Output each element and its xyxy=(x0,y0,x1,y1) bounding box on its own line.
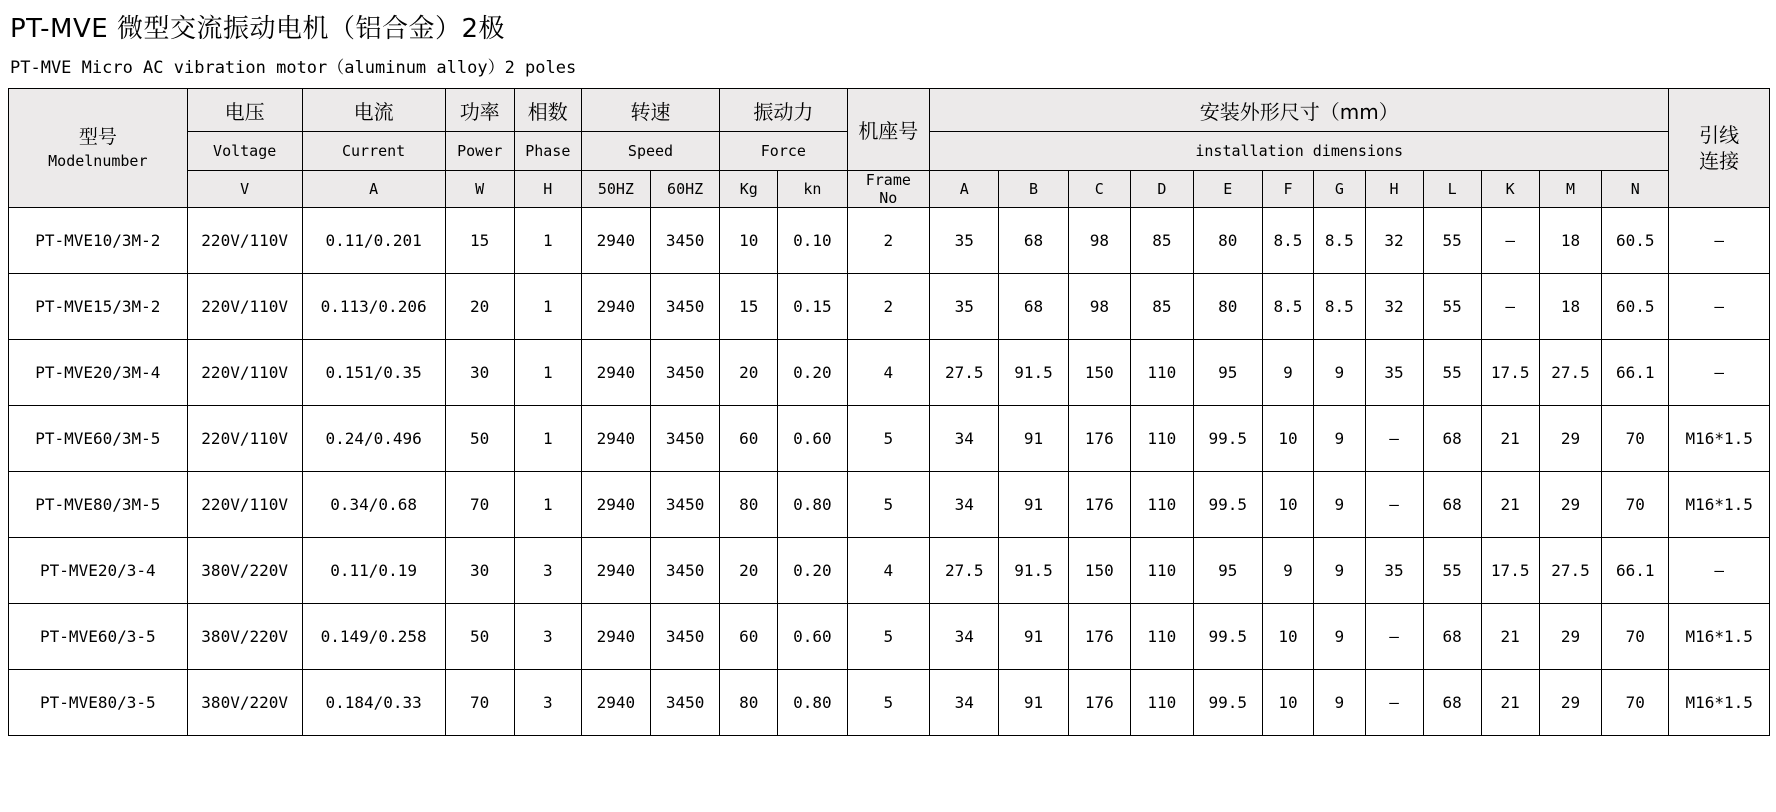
table-header xyxy=(9,89,1770,208)
cell-dim-g: 8.5 xyxy=(1314,208,1365,274)
header-force-kg: Kg xyxy=(720,171,778,208)
cell-dim-h: – xyxy=(1365,406,1423,472)
cell-force-kn: 0.60 xyxy=(778,604,847,670)
header-dim-e: E xyxy=(1193,171,1262,208)
cell-dim-g: 9 xyxy=(1314,472,1365,538)
header-dim-c: C xyxy=(1068,171,1131,208)
cell-force-kg: 60 xyxy=(720,604,778,670)
cell-dim-n: 60.5 xyxy=(1602,208,1669,274)
header-current-en: Current xyxy=(302,132,445,171)
cell-current: 0.149/0.258 xyxy=(302,604,445,670)
cell-dim-f: 9 xyxy=(1262,340,1313,406)
cell-model: PT-MVE60/3M-5 xyxy=(9,406,188,472)
cell-frame: 5 xyxy=(847,604,930,670)
cell-dim-d: 110 xyxy=(1131,670,1194,736)
cell-lead: – xyxy=(1669,208,1770,274)
header-force-en: Force xyxy=(720,132,847,171)
cell-current: 0.11/0.201 xyxy=(302,208,445,274)
cell-dim-k: – xyxy=(1481,274,1539,340)
cell-force-kg: 15 xyxy=(720,274,778,340)
cell-voltage: 220V/110V xyxy=(187,472,302,538)
cell-dim-n: 66.1 xyxy=(1602,538,1669,604)
cell-dim-b: 91 xyxy=(999,406,1068,472)
page-title-cn: PT-MVE 微型交流振动电机（铝合金）2极 xyxy=(10,14,506,44)
cell-model: PT-MVE20/3-4 xyxy=(9,538,188,604)
cell-voltage: 220V/110V xyxy=(187,406,302,472)
cell-dim-d: 110 xyxy=(1131,472,1194,538)
cell-speed60: 3450 xyxy=(651,274,720,340)
cell-dim-h: 35 xyxy=(1365,538,1423,604)
header-frame-cn: 机座号 xyxy=(858,119,919,143)
cell-speed60: 3450 xyxy=(651,670,720,736)
cell-model: PT-MVE20/3M-4 xyxy=(9,340,188,406)
cell-lead: M16*1.5 xyxy=(1669,604,1770,670)
cell-dim-d: 85 xyxy=(1131,274,1194,340)
cell-dim-g: 9 xyxy=(1314,604,1365,670)
header-voltage-en: Voltage xyxy=(187,132,302,171)
cell-current: 0.113/0.206 xyxy=(302,274,445,340)
header-speed-cn: 转速 xyxy=(581,89,719,132)
cell-dim-m: 29 xyxy=(1539,604,1602,670)
cell-power: 30 xyxy=(445,538,514,604)
cell-current: 0.34/0.68 xyxy=(302,472,445,538)
cell-dim-l: 55 xyxy=(1423,340,1481,406)
header-phase-cn: 相数 xyxy=(514,89,581,132)
header-dim-k: K xyxy=(1481,171,1539,208)
cell-dim-e: 95 xyxy=(1193,538,1262,604)
header-power-cn: 功率 xyxy=(445,89,514,132)
cell-dim-n: 66.1 xyxy=(1602,340,1669,406)
cell-power: 15 xyxy=(445,208,514,274)
cell-model: PT-MVE15/3M-2 xyxy=(9,274,188,340)
cell-dim-b: 68 xyxy=(999,208,1068,274)
header-dim-a: A xyxy=(930,171,999,208)
table-row xyxy=(9,340,1770,406)
header-lead xyxy=(1669,89,1770,208)
header-speed-en: Speed xyxy=(581,132,719,171)
cell-phase: 3 xyxy=(514,604,581,670)
header-current-cn: 电流 xyxy=(302,89,445,132)
cell-lead: – xyxy=(1669,538,1770,604)
header-frame-en xyxy=(847,171,930,208)
header-model-cn: 型号 xyxy=(78,126,117,149)
page-title-en: PT-MVE Micro AC vibration motor（aluminum alloy）2 poles xyxy=(10,58,577,78)
cell-force-kg: 20 xyxy=(720,340,778,406)
cell-model: PT-MVE10/3M-2 xyxy=(9,208,188,274)
cell-dim-e: 99.5 xyxy=(1193,670,1262,736)
cell-speed50: 2940 xyxy=(581,604,650,670)
table-row xyxy=(9,472,1770,538)
cell-dim-m: 27.5 xyxy=(1539,538,1602,604)
cell-dim-l: 55 xyxy=(1423,208,1481,274)
cell-power: 50 xyxy=(445,406,514,472)
header-speed-50hz: 50HZ xyxy=(581,171,650,208)
cell-power: 70 xyxy=(445,670,514,736)
cell-dim-f: 10 xyxy=(1262,670,1313,736)
cell-dim-a: 35 xyxy=(930,208,999,274)
cell-dim-n: 70 xyxy=(1602,604,1669,670)
cell-dim-a: 34 xyxy=(930,406,999,472)
cell-dim-a: 27.5 xyxy=(930,538,999,604)
cell-force-kn: 0.20 xyxy=(778,538,847,604)
cell-dim-n: 70 xyxy=(1602,406,1669,472)
header-phase-unit: H xyxy=(514,171,581,208)
cell-dim-b: 91.5 xyxy=(999,340,1068,406)
cell-speed50: 2940 xyxy=(581,538,650,604)
cell-dim-h: – xyxy=(1365,472,1423,538)
cell-speed50: 2940 xyxy=(581,208,650,274)
header-voltage-cn: 电压 xyxy=(187,89,302,132)
cell-speed50: 2940 xyxy=(581,670,650,736)
cell-dim-c: 176 xyxy=(1068,670,1131,736)
cell-dim-c: 176 xyxy=(1068,604,1131,670)
cell-force-kn: 0.60 xyxy=(778,406,847,472)
cell-lead: M16*1.5 xyxy=(1669,406,1770,472)
header-power-unit: W xyxy=(445,171,514,208)
cell-force-kn: 0.80 xyxy=(778,472,847,538)
cell-dim-a: 34 xyxy=(930,670,999,736)
motor-spec-table xyxy=(8,88,1770,736)
cell-current: 0.11/0.19 xyxy=(302,538,445,604)
cell-dim-e: 95 xyxy=(1193,340,1262,406)
header-phase-en: Phase xyxy=(514,132,581,171)
cell-dim-b: 91 xyxy=(999,472,1068,538)
cell-force-kg: 60 xyxy=(720,406,778,472)
cell-dim-c: 150 xyxy=(1068,340,1131,406)
cell-dim-l: 68 xyxy=(1423,670,1481,736)
cell-phase: 3 xyxy=(514,670,581,736)
cell-dim-l: 68 xyxy=(1423,472,1481,538)
cell-speed60: 3450 xyxy=(651,472,720,538)
cell-phase: 1 xyxy=(514,340,581,406)
table-row xyxy=(9,274,1770,340)
cell-dim-f: 9 xyxy=(1262,538,1313,604)
cell-frame: 5 xyxy=(847,670,930,736)
cell-frame: 2 xyxy=(847,208,930,274)
header-model xyxy=(9,89,188,208)
header-dim-n: N xyxy=(1602,171,1669,208)
header-frame-en-2: No xyxy=(879,189,898,207)
cell-frame: 2 xyxy=(847,274,930,340)
cell-dim-m: 29 xyxy=(1539,670,1602,736)
table-row xyxy=(9,670,1770,736)
header-dim-m: M xyxy=(1539,171,1602,208)
cell-dim-k: 21 xyxy=(1481,406,1539,472)
cell-dim-e: 99.5 xyxy=(1193,604,1262,670)
header-current-unit: A xyxy=(302,171,445,208)
cell-dim-m: 18 xyxy=(1539,208,1602,274)
cell-dim-m: 27.5 xyxy=(1539,340,1602,406)
cell-dim-h: 35 xyxy=(1365,340,1423,406)
header-lead-cn-2: 连接 xyxy=(1699,149,1740,173)
header-dim-b: B xyxy=(999,171,1068,208)
cell-phase: 1 xyxy=(514,472,581,538)
cell-dim-m: 18 xyxy=(1539,274,1602,340)
cell-dim-d: 110 xyxy=(1131,406,1194,472)
cell-dim-l: 68 xyxy=(1423,604,1481,670)
cell-dim-l: 55 xyxy=(1423,538,1481,604)
cell-speed60: 3450 xyxy=(651,604,720,670)
cell-frame: 5 xyxy=(847,472,930,538)
cell-current: 0.151/0.35 xyxy=(302,340,445,406)
cell-model: PT-MVE80/3M-5 xyxy=(9,472,188,538)
cell-force-kn: 0.15 xyxy=(778,274,847,340)
header-dim-f: F xyxy=(1262,171,1313,208)
cell-speed50: 2940 xyxy=(581,406,650,472)
cell-dim-g: 9 xyxy=(1314,538,1365,604)
cell-power: 20 xyxy=(445,274,514,340)
header-dim-d: D xyxy=(1131,171,1194,208)
cell-speed60: 3450 xyxy=(651,340,720,406)
header-dim-g: G xyxy=(1314,171,1365,208)
cell-dim-n: 60.5 xyxy=(1602,274,1669,340)
cell-dim-a: 34 xyxy=(930,604,999,670)
cell-dim-c: 98 xyxy=(1068,208,1131,274)
header-force-cn: 振动力 xyxy=(720,89,847,132)
cell-speed50: 2940 xyxy=(581,472,650,538)
header-install-cn: 安装外形尺寸（mm） xyxy=(930,89,1669,132)
cell-force-kg: 80 xyxy=(720,472,778,538)
cell-model: PT-MVE80/3-5 xyxy=(9,670,188,736)
cell-dim-h: – xyxy=(1365,604,1423,670)
cell-dim-h: 32 xyxy=(1365,208,1423,274)
header-power-en: Power xyxy=(445,132,514,171)
cell-dim-b: 91.5 xyxy=(999,538,1068,604)
cell-current: 0.184/0.33 xyxy=(302,670,445,736)
cell-voltage: 380V/220V xyxy=(187,670,302,736)
cell-dim-g: 9 xyxy=(1314,406,1365,472)
cell-voltage: 220V/110V xyxy=(187,340,302,406)
cell-dim-d: 110 xyxy=(1131,340,1194,406)
cell-dim-a: 27.5 xyxy=(930,340,999,406)
cell-dim-k: 21 xyxy=(1481,604,1539,670)
cell-dim-l: 55 xyxy=(1423,274,1481,340)
cell-dim-n: 70 xyxy=(1602,472,1669,538)
cell-dim-d: 110 xyxy=(1131,604,1194,670)
cell-dim-c: 176 xyxy=(1068,472,1131,538)
table-row xyxy=(9,538,1770,604)
header-dim-l: L xyxy=(1423,171,1481,208)
cell-frame: 4 xyxy=(847,340,930,406)
cell-lead: M16*1.5 xyxy=(1669,670,1770,736)
cell-dim-g: 9 xyxy=(1314,670,1365,736)
table-row xyxy=(9,604,1770,670)
header-frame xyxy=(847,89,930,171)
cell-speed50: 2940 xyxy=(581,340,650,406)
cell-phase: 1 xyxy=(514,274,581,340)
cell-power: 30 xyxy=(445,340,514,406)
cell-voltage: 220V/110V xyxy=(187,274,302,340)
cell-dim-e: 80 xyxy=(1193,208,1262,274)
cell-model: PT-MVE60/3-5 xyxy=(9,604,188,670)
cell-dim-n: 70 xyxy=(1602,670,1669,736)
cell-dim-c: 98 xyxy=(1068,274,1131,340)
cell-force-kn: 0.80 xyxy=(778,670,847,736)
cell-dim-b: 68 xyxy=(999,274,1068,340)
cell-dim-b: 91 xyxy=(999,670,1068,736)
cell-power: 70 xyxy=(445,472,514,538)
cell-dim-g: 8.5 xyxy=(1314,274,1365,340)
cell-dim-c: 150 xyxy=(1068,538,1131,604)
cell-dim-k: 21 xyxy=(1481,670,1539,736)
cell-force-kg: 20 xyxy=(720,538,778,604)
cell-dim-e: 99.5 xyxy=(1193,472,1262,538)
cell-dim-m: 29 xyxy=(1539,406,1602,472)
cell-dim-g: 9 xyxy=(1314,340,1365,406)
cell-dim-e: 80 xyxy=(1193,274,1262,340)
cell-dim-f: 8.5 xyxy=(1262,208,1313,274)
cell-dim-k: 17.5 xyxy=(1481,538,1539,604)
header-speed-60hz: 60HZ xyxy=(651,171,720,208)
cell-voltage: 380V/220V xyxy=(187,604,302,670)
cell-dim-f: 10 xyxy=(1262,472,1313,538)
cell-dim-l: 68 xyxy=(1423,406,1481,472)
cell-dim-f: 8.5 xyxy=(1262,274,1313,340)
cell-power: 50 xyxy=(445,604,514,670)
cell-dim-k: – xyxy=(1481,208,1539,274)
cell-dim-d: 85 xyxy=(1131,208,1194,274)
table-row xyxy=(9,208,1770,274)
cell-force-kn: 0.20 xyxy=(778,340,847,406)
header-model-en: Modelnumber xyxy=(48,151,148,170)
cell-frame: 5 xyxy=(847,406,930,472)
cell-phase: 1 xyxy=(514,406,581,472)
cell-current: 0.24/0.496 xyxy=(302,406,445,472)
cell-dim-a: 34 xyxy=(930,472,999,538)
header-voltage-unit: V xyxy=(187,171,302,208)
cell-force-kg: 10 xyxy=(720,208,778,274)
cell-dim-f: 10 xyxy=(1262,604,1313,670)
cell-lead: – xyxy=(1669,340,1770,406)
cell-speed60: 3450 xyxy=(651,538,720,604)
cell-force-kg: 80 xyxy=(720,670,778,736)
cell-voltage: 380V/220V xyxy=(187,538,302,604)
header-force-kn: kn xyxy=(778,171,847,208)
cell-lead: M16*1.5 xyxy=(1669,472,1770,538)
cell-dim-h: – xyxy=(1365,670,1423,736)
cell-speed60: 3450 xyxy=(651,208,720,274)
cell-dim-d: 110 xyxy=(1131,538,1194,604)
cell-dim-a: 35 xyxy=(930,274,999,340)
cell-voltage: 220V/110V xyxy=(187,208,302,274)
cell-dim-f: 10 xyxy=(1262,406,1313,472)
cell-dim-k: 21 xyxy=(1481,472,1539,538)
cell-dim-b: 91 xyxy=(999,604,1068,670)
cell-phase: 1 xyxy=(514,208,581,274)
cell-dim-e: 99.5 xyxy=(1193,406,1262,472)
cell-force-kn: 0.10 xyxy=(778,208,847,274)
cell-frame: 4 xyxy=(847,538,930,604)
cell-dim-c: 176 xyxy=(1068,406,1131,472)
header-install-en: installation dimensions xyxy=(930,132,1669,171)
cell-dim-k: 17.5 xyxy=(1481,340,1539,406)
cell-dim-m: 29 xyxy=(1539,472,1602,538)
header-frame-en-1: Frame xyxy=(865,171,911,189)
cell-speed60: 3450 xyxy=(651,406,720,472)
cell-lead: – xyxy=(1669,274,1770,340)
cell-speed50: 2940 xyxy=(581,274,650,340)
header-lead-cn-1: 引线 xyxy=(1699,123,1740,147)
table-row xyxy=(9,406,1770,472)
cell-dim-h: 32 xyxy=(1365,274,1423,340)
cell-phase: 3 xyxy=(514,538,581,604)
table-body xyxy=(9,208,1770,736)
header-dim-h: H xyxy=(1365,171,1423,208)
